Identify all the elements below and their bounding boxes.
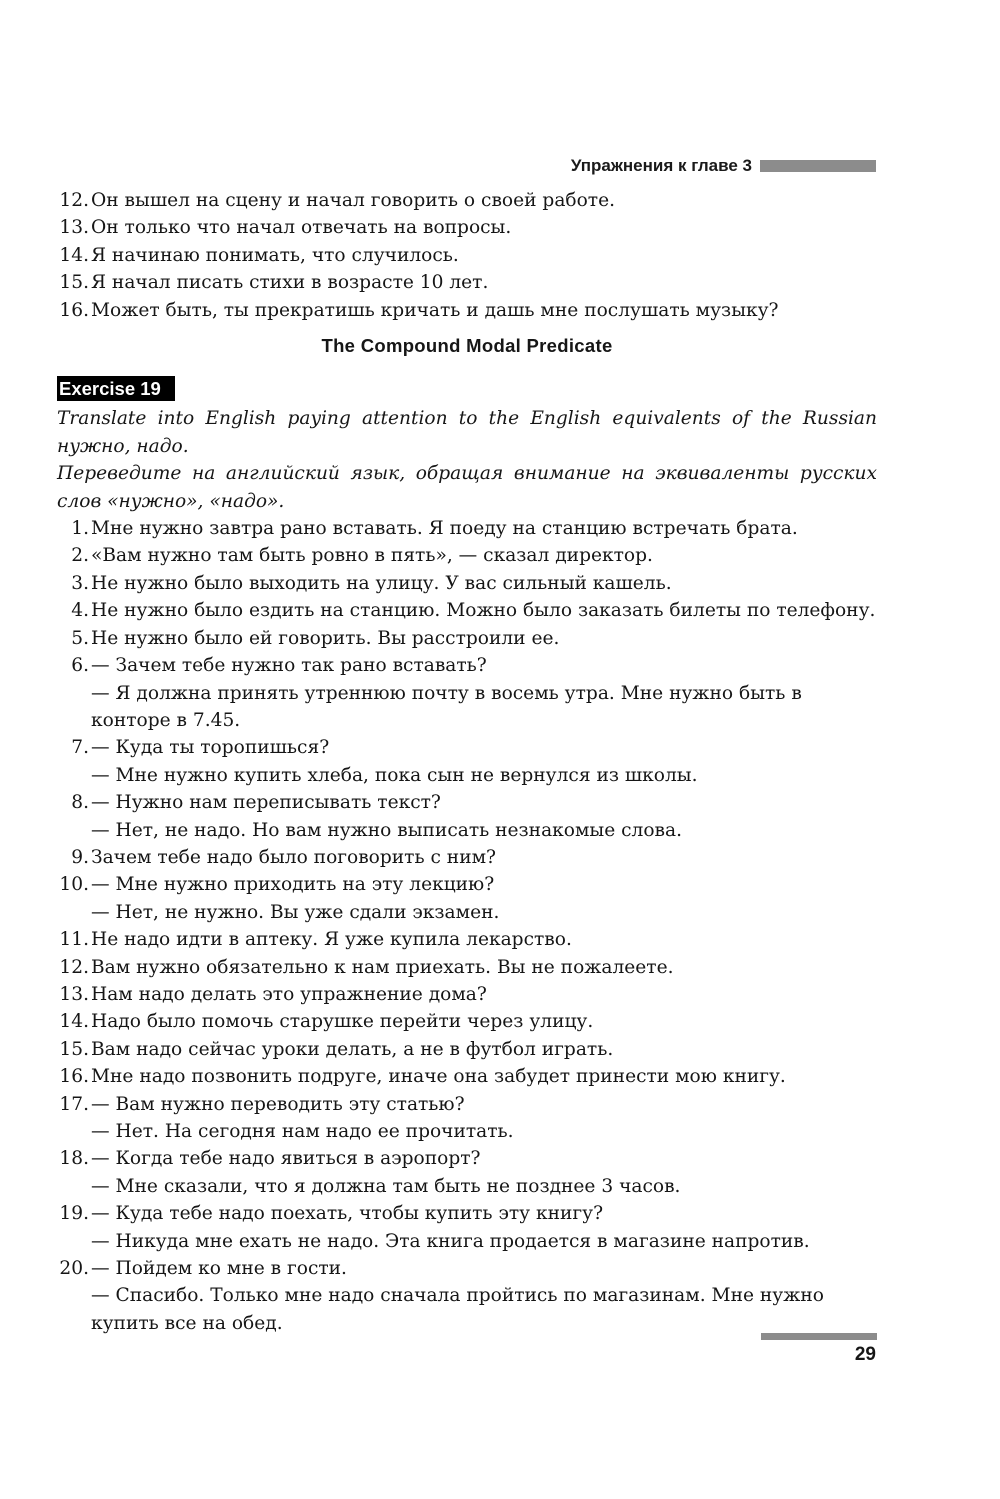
item-line: — Вам нужно переводить эту статью? [91, 1093, 465, 1115]
item-text [91, 542, 877, 569]
item-text [91, 597, 877, 624]
item-line: Зачем тебе надо было поговорить с ним? [91, 846, 497, 868]
item-number: 1. [71, 518, 89, 540]
list-item [57, 1063, 877, 1090]
list-item [57, 734, 877, 789]
exercise-label: Exercise 19 [57, 376, 175, 401]
item-text [91, 1200, 877, 1255]
item-line: Он только что начал отвечать на вопросы. [91, 217, 512, 239]
item-line: Может быть, ты прекратишь кричать и дашь мне послушать музыку? [91, 299, 779, 321]
item-line: — Я должна принять утреннюю почту в восемь утра. Мне нужно быть в конторе в 7.45. [91, 682, 802, 731]
footer-bar [761, 1333, 877, 1340]
item-line: Мне нужно завтра рано вставать. Я поеду на станцию встречать брата. [91, 518, 798, 540]
item-text [91, 297, 877, 324]
item-text [91, 1255, 877, 1337]
item-number: 4. [71, 600, 89, 622]
item-number: 7. [71, 737, 89, 759]
item-line: Не надо идти в аптеку. Я уже купила лекарство. [91, 929, 572, 951]
page-content [57, 187, 877, 1337]
instruction-russian: Переведите на английский язык, обращая внимание на эквиваленты русских слов «нужно», «надо». [57, 463, 877, 512]
item-text [91, 981, 877, 1008]
item-line: — Зачем тебе нужно так рано вставать? [91, 655, 487, 677]
item-number: 18. [59, 1148, 89, 1170]
item-number: 13. [59, 217, 89, 239]
section-title: The Compound Modal Predicate [321, 335, 613, 357]
item-text [91, 789, 877, 844]
item-line: — Мне нужно купить хлеба, пока сын не вернулся из школы. [91, 764, 698, 786]
item-line: — Когда тебе надо явиться в аэропорт? [91, 1148, 481, 1170]
item-number: 2. [71, 545, 89, 567]
list-item [57, 1200, 877, 1255]
item-line: Не нужно было ездить на станцию. Можно было заказать билеты по телефону. [91, 600, 876, 622]
item-text [91, 187, 877, 214]
item-number: 11. [59, 929, 89, 951]
list-item [57, 625, 877, 652]
item-text [91, 570, 877, 597]
item-number: 12. [59, 956, 89, 978]
item-number: 16. [59, 1066, 89, 1088]
item-line: — Никуда мне ехать не надо. Эта книга продается в магазине напротив. [91, 1230, 810, 1252]
item-text [91, 844, 877, 871]
running-head-title: Упражнения к главе 3 [570, 156, 752, 175]
item-text [91, 515, 877, 542]
item-text [91, 242, 877, 269]
item-line: Он вышел на сцену и начал говорить о своей работе. [91, 190, 615, 211]
item-line: Нам надо делать это упражнение дома? [91, 983, 487, 1005]
instruction-english: Translate into English paying attention to the English equivalents of the Russian нужно, надо. [57, 408, 877, 457]
item-number: 16. [59, 299, 89, 321]
item-line: — Спасибо. Только мне надо сначала пройтись по магазинам. Мне нужно купить все на обед. [91, 1285, 824, 1334]
item-line: — Мне нужно приходить на эту лекцию? [91, 874, 495, 896]
list-item [57, 515, 877, 542]
list-item [57, 981, 877, 1008]
list-item [57, 954, 877, 981]
item-line: — Куда тебе надо поехать, чтобы купить эту книгу? [91, 1203, 604, 1225]
list-item [57, 652, 877, 734]
page-number: 29 [854, 1344, 876, 1365]
item-line: Вам нужно обязательно к нам приехать. Вы не пожалеете. [91, 956, 674, 978]
list-item [57, 214, 877, 241]
item-line: — Пойдем ко мне в гости. [91, 1258, 347, 1280]
item-line: Вам надо сейчас уроки делать, а не в футбол играть. [91, 1038, 614, 1060]
item-line: — Нет, не нужно. Вы уже сдали экзамен. [91, 901, 500, 923]
item-number: 9. [71, 846, 89, 868]
list-item [57, 1036, 877, 1063]
item-number: 5. [71, 627, 89, 649]
item-text [91, 1063, 877, 1090]
item-text [91, 954, 877, 981]
exercise-items-list [57, 515, 877, 1337]
item-number: 17. [59, 1093, 89, 1115]
item-line: «Вам нужно там быть ровно в пять», — сказал директор. [91, 545, 653, 567]
previous-exercise-list [57, 187, 877, 324]
item-line: — Мне сказали, что я должна там быть не позднее 3 часов. [91, 1175, 681, 1197]
item-text [91, 1008, 877, 1035]
list-item [57, 597, 877, 624]
list-item [57, 242, 877, 269]
item-line: — Нет. На сегодня нам надо ее прочитать. [91, 1121, 514, 1142]
running-head [571, 156, 876, 176]
list-item [57, 871, 877, 926]
item-number: 20. [59, 1258, 89, 1280]
list-item [57, 187, 877, 214]
item-line: Не нужно было ей говорить. Вы расстроили ее. [91, 627, 560, 649]
item-number: 15. [59, 272, 89, 294]
item-line: Надо было помочь старушке перейти через улицу. [91, 1011, 594, 1033]
list-item [57, 297, 877, 324]
item-text [91, 926, 877, 953]
item-line: — Нужно нам переписывать текст? [91, 792, 441, 814]
item-number: 6. [71, 655, 89, 677]
list-item [57, 1145, 877, 1200]
item-text [91, 214, 877, 241]
item-line: Мне надо позвонить подруге, иначе она забудет принести мою книгу. [91, 1066, 786, 1088]
item-number: 12. [59, 190, 89, 211]
list-item [57, 542, 877, 569]
list-item [57, 1091, 877, 1146]
item-text [91, 734, 877, 789]
item-text [91, 1145, 877, 1200]
item-text [91, 1036, 877, 1063]
item-text [91, 871, 877, 926]
item-number: 14. [59, 1011, 89, 1033]
item-number: 13. [59, 983, 89, 1005]
item-number: 3. [71, 572, 89, 594]
item-line: Не нужно было выходить на улицу. У вас сильный кашель. [91, 572, 672, 594]
item-text [91, 1091, 877, 1146]
list-item [57, 789, 877, 844]
item-line: Я начал писать стихи в возрасте 10 лет. [91, 272, 489, 294]
list-item [57, 1255, 877, 1337]
item-line: Я начинаю понимать, что случилось. [91, 244, 459, 266]
item-number: 15. [59, 1038, 89, 1060]
item-text [91, 625, 877, 652]
item-number: 19. [59, 1203, 89, 1225]
list-item [57, 844, 877, 871]
item-number: 8. [71, 792, 89, 814]
list-item [57, 269, 877, 296]
item-text [91, 269, 877, 296]
list-item [57, 570, 877, 597]
item-number: 10. [59, 874, 89, 896]
item-number: 14. [59, 244, 89, 266]
list-item [57, 926, 877, 953]
item-line: — Куда ты торопишься? [91, 737, 330, 759]
item-line: — Нет, не надо. Но вам нужно выписать незнакомые слова. [91, 819, 683, 841]
list-item [57, 1008, 877, 1035]
running-head-bar [760, 160, 876, 172]
item-text [91, 652, 877, 734]
